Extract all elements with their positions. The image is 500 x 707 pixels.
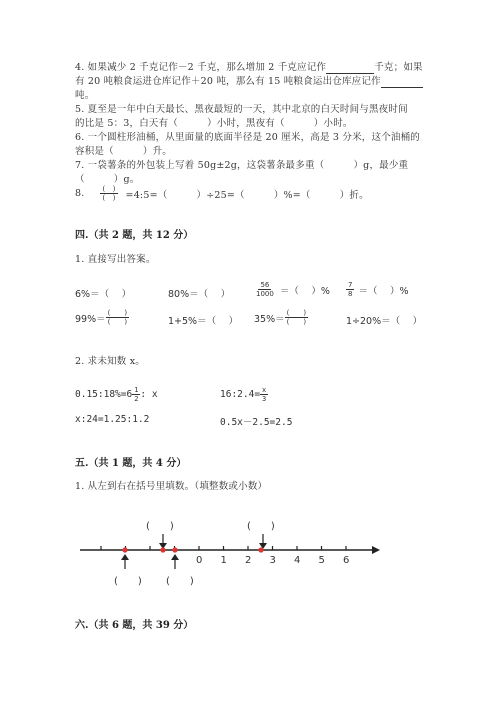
calc-1-plus-5-percent[interactable]: 1+5%＝（ ） <box>168 316 239 327</box>
q6-line1: 6. 一个圆柱形油桶，从里面量的底面半径是 20 厘米，高是 3 分米，这个油桶的 <box>75 132 420 143</box>
axis-tick-label: 2 <box>245 555 252 566</box>
top-bracket-1[interactable]: ( ) <box>146 521 174 532</box>
up-arrow-icon <box>121 554 129 569</box>
top-bracket-2[interactable]: ( ) <box>247 521 275 532</box>
axis-tick-label: 4 <box>294 555 301 566</box>
q4-line2: 有 20 吨粮食运进仓库记作＋20 吨，那么有 15 吨粮食运出仓库应记作 <box>75 73 423 88</box>
calc-6-percent[interactable]: 6%＝（ ） <box>75 289 132 300</box>
bottom-bracket-1[interactable]: ( ) <box>114 576 142 587</box>
section5-q1-title: 1. 从左到右在括号里填数。（填整数或小数） <box>75 481 268 492</box>
calc-56-over-1000[interactable]: $\frac{56}{1000}$ ＝（ ）% <box>256 281 330 298</box>
number-line-figure <box>70 512 390 592</box>
q7-line1: 7. 一袋薯条的外包装上写着 50g±2g，这袋薯条最多重（ ）g，最少重 <box>75 160 409 171</box>
calc-7-over-8[interactable]: $\frac{7}{8}$ ＝（ ）% <box>348 281 409 298</box>
q8-line <box>75 185 369 202</box>
axis-tick-labels <box>196 555 349 566</box>
point-marker <box>258 547 263 552</box>
bottom-bracket-2[interactable]: ( ) <box>166 576 194 587</box>
q4-blank-2[interactable] <box>381 76 423 88</box>
q7-line2: （ ）g。 <box>75 174 140 185</box>
point-marker <box>160 547 165 552</box>
calc-99-percent[interactable]: 99%＝ $\frac{( )}{( )}$ <box>75 309 128 326</box>
axis-tick-label: 1 <box>220 555 227 566</box>
down-arrow-icon <box>259 534 267 549</box>
up-arrow-icon <box>171 554 179 569</box>
q8-rest: =4:5=（ ）÷25=（ ）%=（ ）折。 <box>125 189 369 201</box>
q4-line1: 4. 如果减少 2 千克记作－2 千克，那么增加 2 千克应记作 千克；如果 <box>75 62 423 73</box>
axis-arrow-icon <box>372 546 380 554</box>
section6-header: 六.（共 6 题，共 39 分） <box>75 620 194 631</box>
equation-1[interactable]: 0.15:18%=6 $\frac{1}{2}$ : x <box>75 386 158 403</box>
q6-line2: 容积是（ ）升。 <box>75 146 173 157</box>
axis-tick-label: 6 <box>343 555 350 566</box>
calc-1-div-20-percent[interactable]: 1÷20%＝（ ） <box>346 316 423 327</box>
calc-80-percent[interactable]: 80%＝（ ） <box>168 289 231 300</box>
q8-number: 8. <box>75 188 85 199</box>
q4-line3: 吨。 <box>75 90 95 101</box>
q5-line2: 的比是 5：3，白天有（ ）小时，黑夜有（ ）小时。 <box>75 118 353 129</box>
q5-line1: 5. 夏至是一年中白天最长、黑夜最短的一天，其中北京的白天时间与黑夜时间 <box>75 104 408 115</box>
equation-4[interactable]: 0.5x－2.5=2.5 <box>220 417 293 428</box>
q8-fraction[interactable]: $\frac{( )}{( )}$ <box>102 185 116 202</box>
point-marker <box>172 547 177 552</box>
equation-2[interactable]: 16:2.4= $\frac{x}{3}$ <box>220 386 267 403</box>
section4-header: 四.（共 2 题，共 12 分） <box>75 230 194 241</box>
axis-tick-label: 3 <box>269 555 276 566</box>
section4-q2-title: 2. 求未知数 x。 <box>75 356 145 367</box>
down-arrow-icon <box>159 534 167 549</box>
equation-3[interactable]: x:24=1.25:1.2 <box>75 414 150 425</box>
axis-tick-label: 5 <box>318 555 325 566</box>
axis-tick-label: 0 <box>196 555 203 566</box>
section5-header: 五.（共 1 题，共 4 分） <box>75 458 187 469</box>
calc-35-percent[interactable]: 35%＝ $\frac{( )}{( )}$ <box>254 309 307 326</box>
section4-q1-title: 1. 直接写出答案。 <box>75 254 156 265</box>
point-marker <box>122 547 127 552</box>
